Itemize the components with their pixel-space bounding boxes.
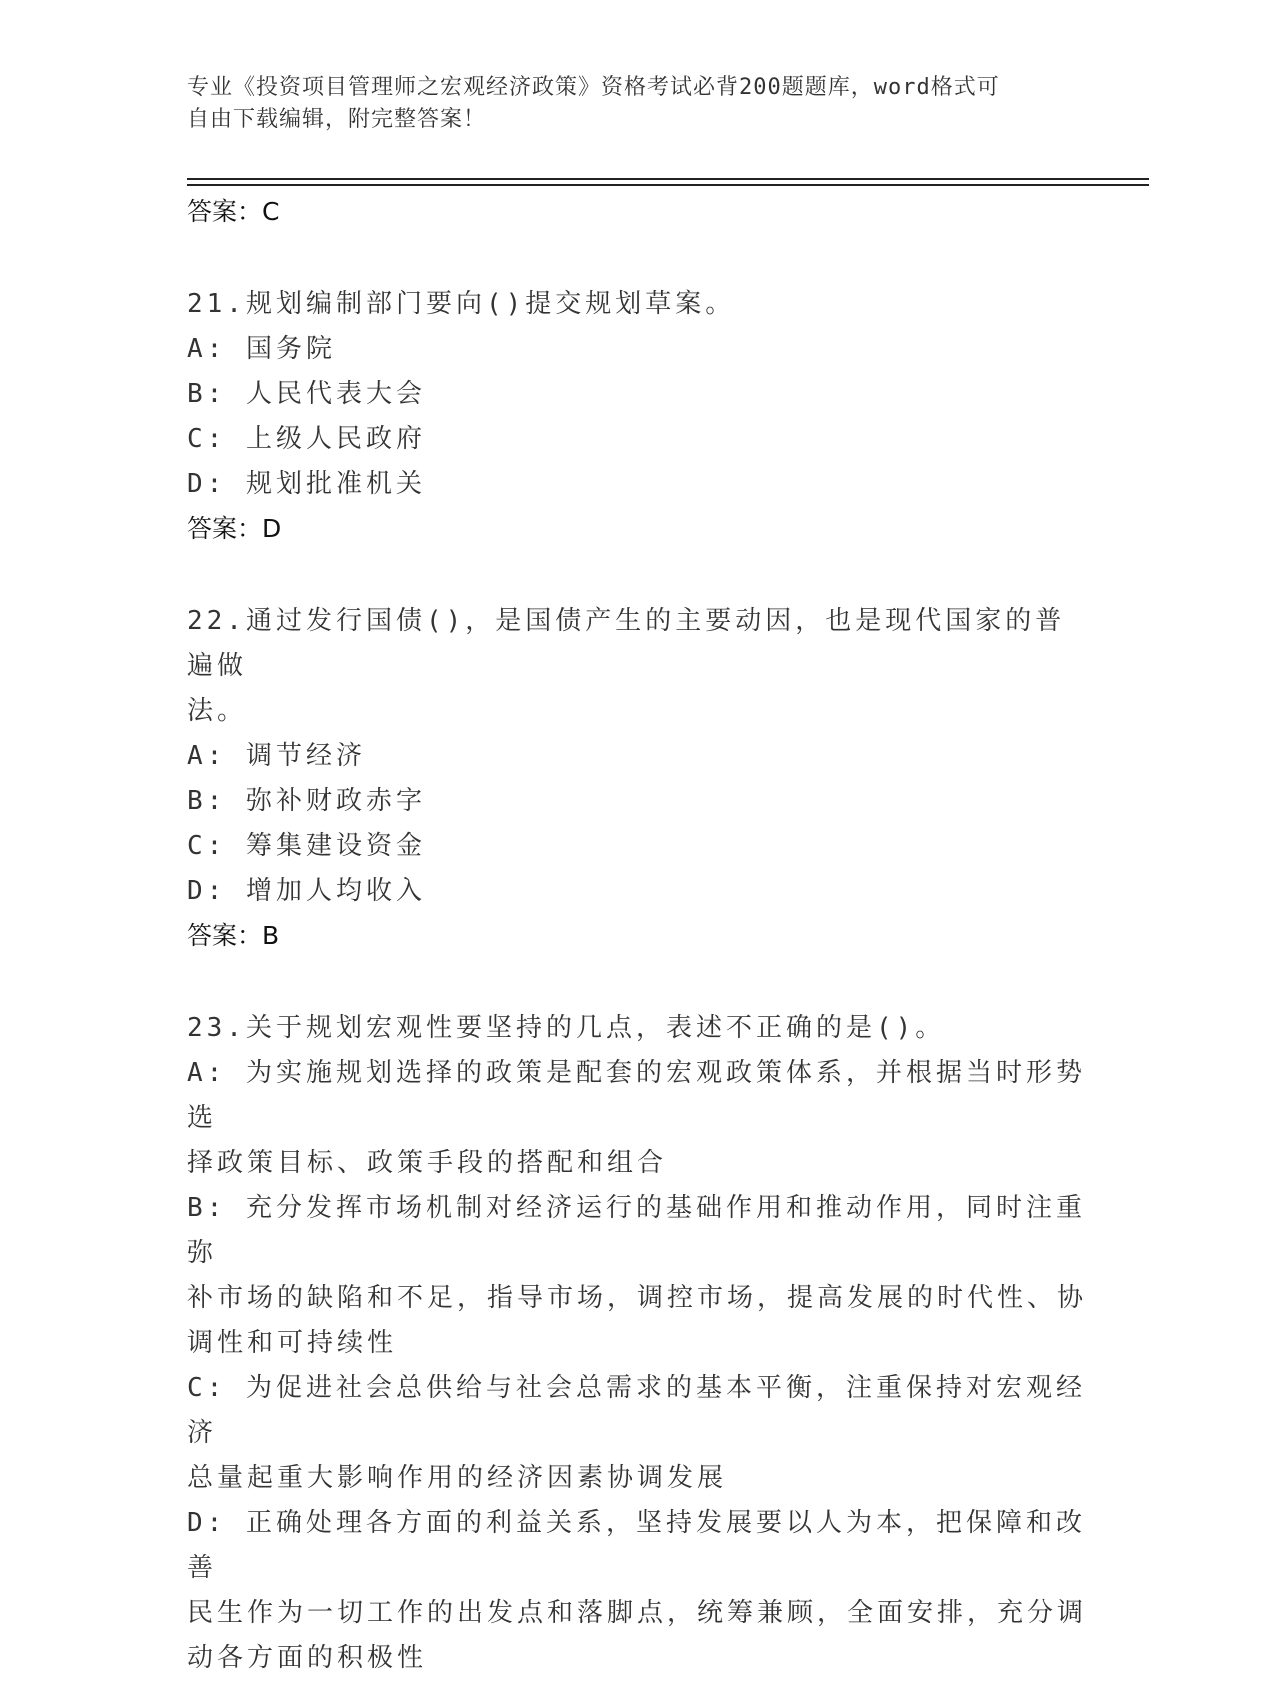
option-line: B: 充分发挥市场机制对经济运行的基础作用和推动作用，同时注重弥 xyxy=(187,1193,1086,1268)
question-block xyxy=(187,1006,1087,1681)
option-d xyxy=(187,1501,1087,1681)
spacer xyxy=(187,234,1087,282)
question-block xyxy=(187,282,1087,551)
option-line: 动各方面的积极性 xyxy=(187,1643,428,1673)
option-a xyxy=(187,1051,1087,1186)
header-line: 自由下载编辑，附完整答案！ xyxy=(187,107,487,132)
option-line: D: 正确处理各方面的利益关系，坚持发展要以人为本，把保障和改善 xyxy=(187,1508,1086,1583)
option-c: C: 筹集建设资金 xyxy=(187,831,426,861)
option-a: A: 国务院 xyxy=(187,334,336,364)
option-line: A: 为实施规划选择的政策是配套的宏观政策体系，并根据当时形势选 xyxy=(187,1058,1086,1133)
option-line: C: 为促进社会总供给与社会总需求的基本平衡，注重保持对宏观经济 xyxy=(187,1373,1086,1448)
header-line: 专业《投资项目管理师之宏观经济政策》资格考试必背200题题库，word格式可 xyxy=(187,75,1000,100)
question-text: 21.规划编制部门要向()提交规划草案。 xyxy=(187,289,736,319)
option-line: 调性和可持续性 xyxy=(187,1328,398,1358)
option-d: D: 增加人均收入 xyxy=(187,876,426,906)
option-c xyxy=(187,1366,1087,1501)
header-divider-top xyxy=(187,178,1149,180)
option-b xyxy=(187,1186,1087,1366)
option-line: 总量起重大影响作用的经济因素协调发展 xyxy=(187,1463,728,1493)
spacer xyxy=(187,551,1087,599)
option-c: C: 上级人民政府 xyxy=(187,424,426,454)
question-text: 22.通过发行国债()，是国债产生的主要动因，也是现代国家的普遍做 xyxy=(187,606,1066,681)
answer-line: 答案：C xyxy=(187,197,280,226)
spacer xyxy=(187,958,1087,1006)
answer-line: 答案：D xyxy=(187,514,282,543)
answer-line: 答案：B xyxy=(187,921,280,950)
option-b: B: 人民代表大会 xyxy=(187,379,426,409)
option-line: 民生作为一切工作的出发点和落脚点，统筹兼顾，全面安排，充分调 xyxy=(187,1598,1088,1628)
question-block xyxy=(187,599,1087,958)
option-d: D: 规划批准机关 xyxy=(187,469,426,499)
question-list xyxy=(187,190,1087,1681)
question-text: 法。 xyxy=(187,696,248,726)
document-header xyxy=(187,72,1067,136)
option-line: 补市场的缺陷和不足，指导市场，调控市场，提高发展的时代性、协 xyxy=(187,1283,1088,1313)
option-a: A: 调节经济 xyxy=(187,741,366,771)
option-b: B: 弥补财政赤字 xyxy=(187,786,426,816)
question-text: 23.关于规划宏观性要坚持的几点，表述不正确的是()。 xyxy=(187,1013,946,1043)
header-divider-bottom xyxy=(187,184,1149,186)
option-line: 择政策目标、政策手段的搭配和组合 xyxy=(187,1148,668,1178)
